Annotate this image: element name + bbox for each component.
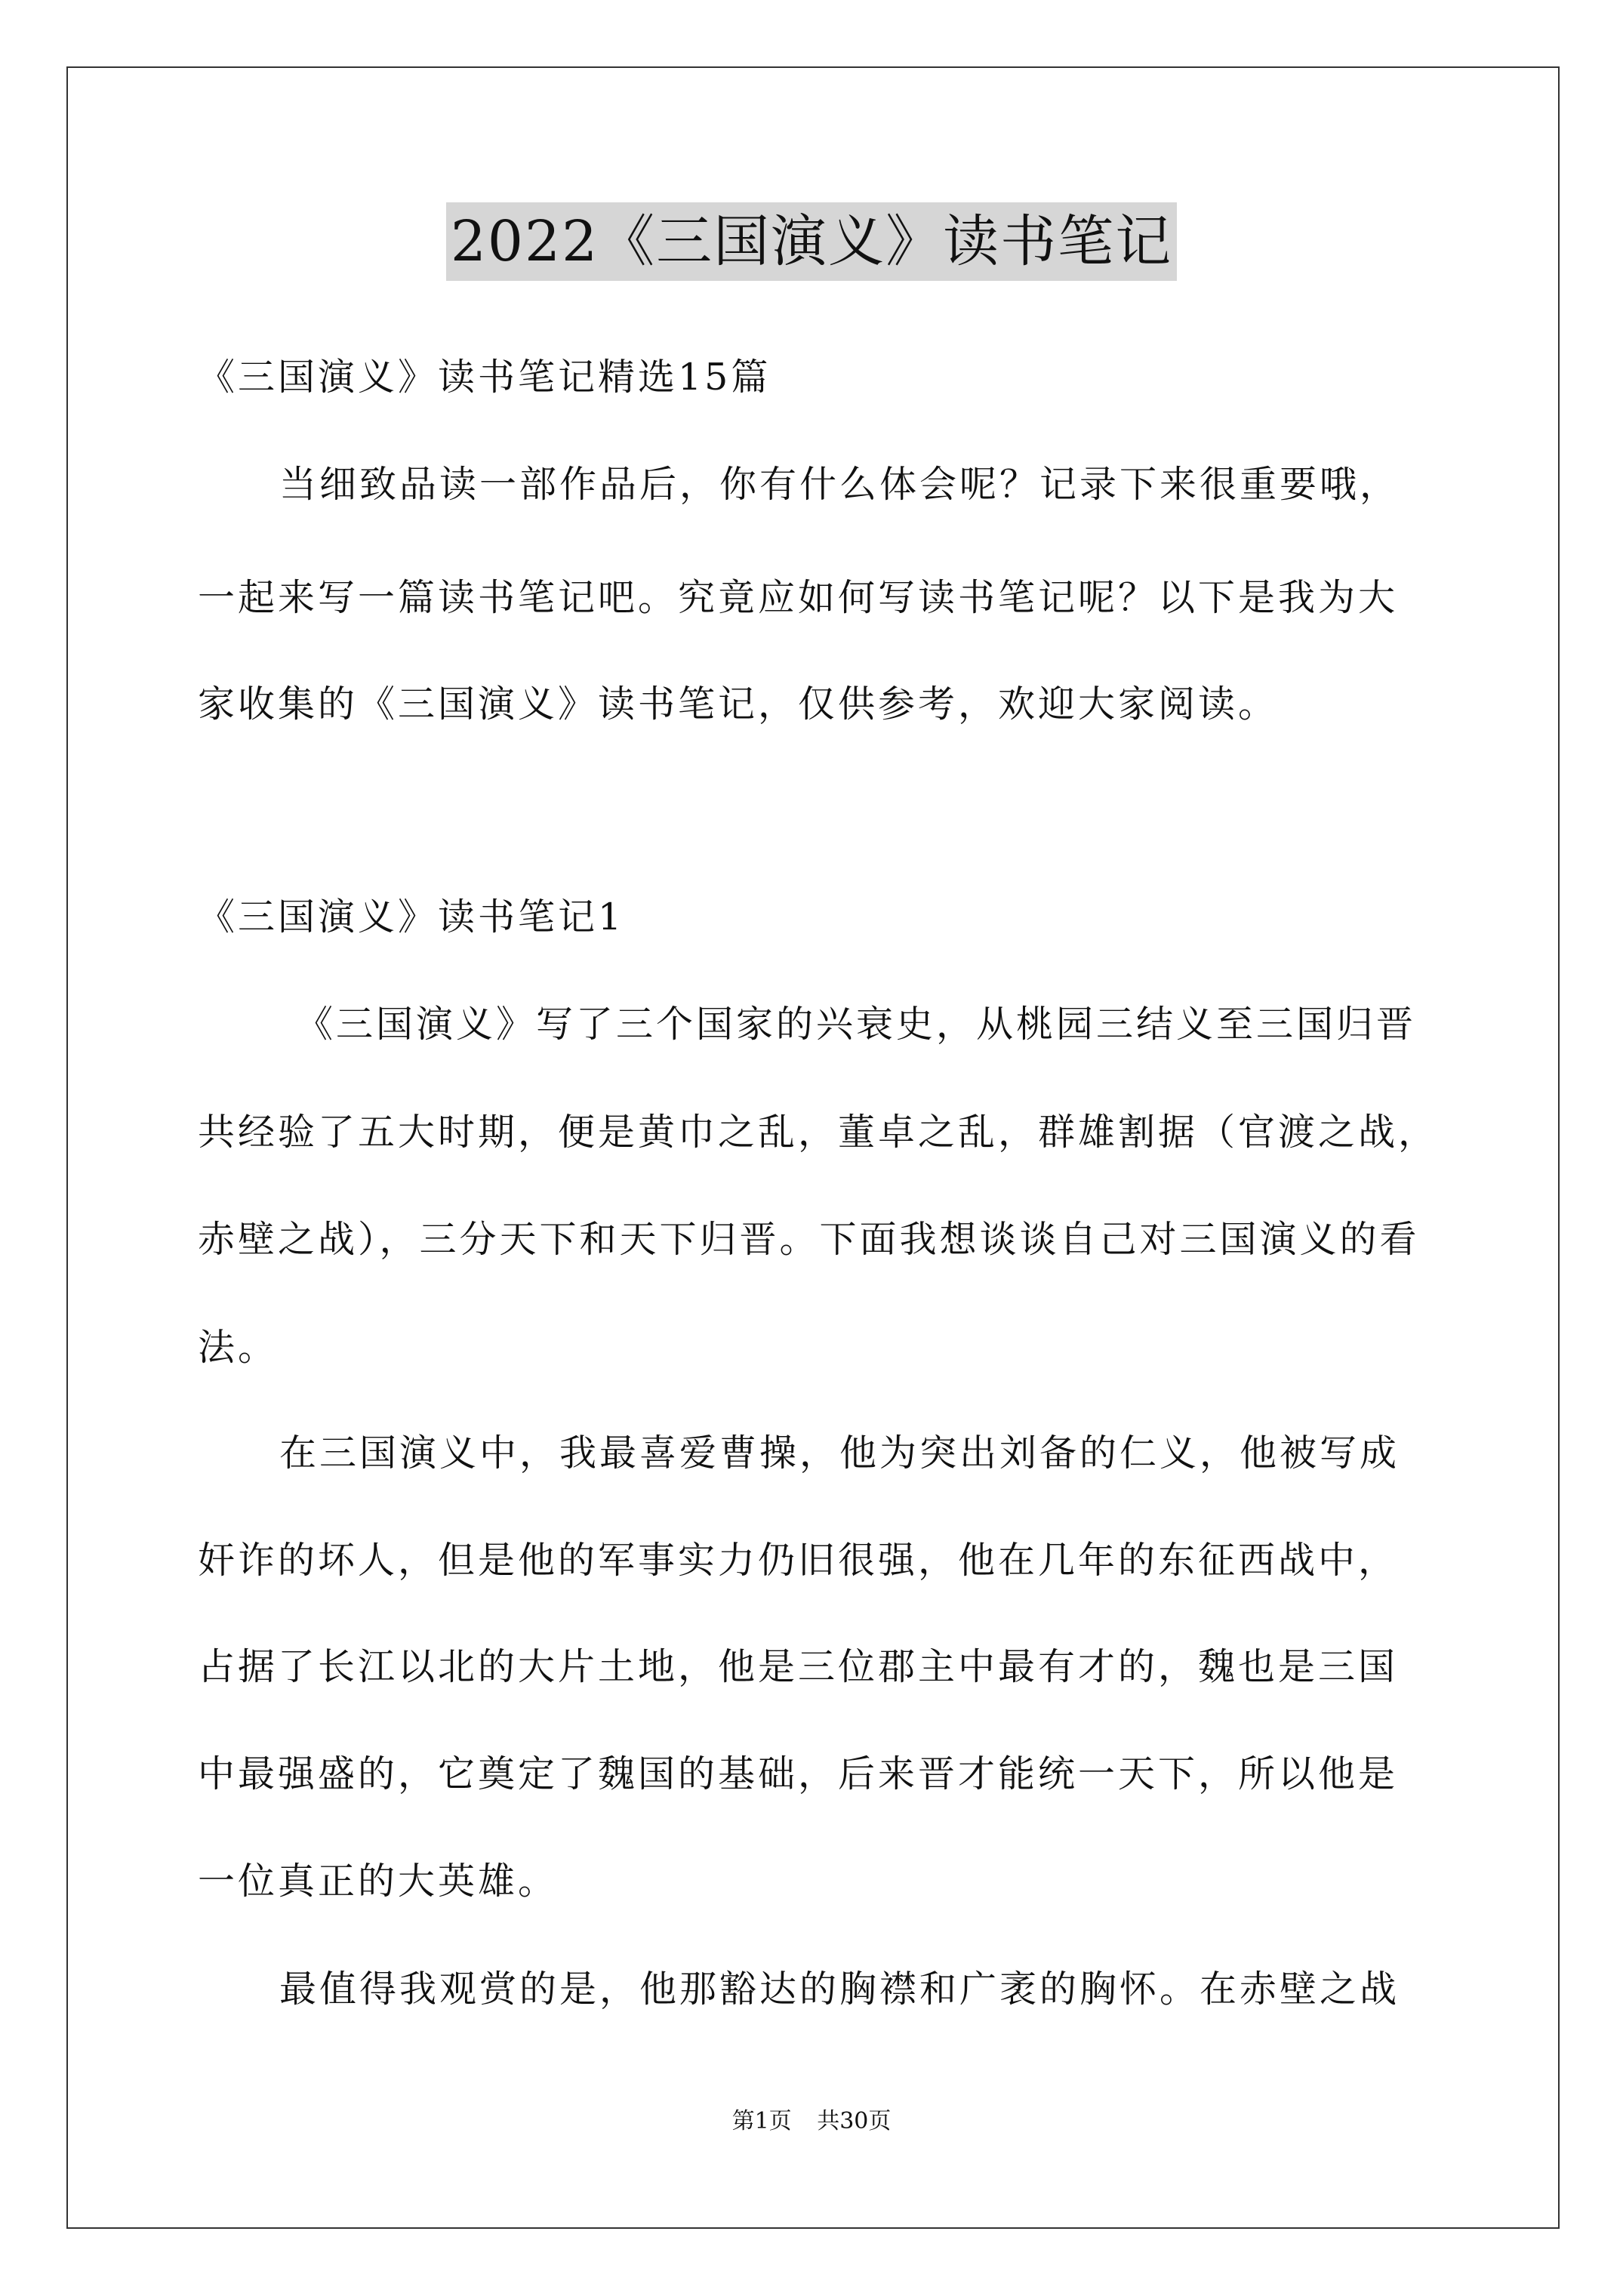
page-number: 第1页 — [731, 2108, 792, 2134]
paragraph-line: 奸诈的坏人，但是他的军事实力仍旧很强，他在几年的东征西战中， — [198, 1539, 1399, 1582]
paragraph-line: 最值得我观赏的是，他那豁达的胸襟和广袤的胸怀。在赤壁之战 — [279, 1968, 1400, 2011]
paragraph-line: 《三国演义》写了三个国家的兴衰史，从桃园三结义至三国归晋 — [296, 1003, 1417, 1046]
title-container — [0, 202, 1623, 281]
paragraph-line: 中最强盛的，它奠定了魏国的基础，后来晋才能统一天下，所以他是 — [198, 1752, 1399, 1795]
section-heading: 《三国演义》读书笔记1 — [198, 895, 625, 938]
paragraph-line: 赤壁之战），三分天下和天下归晋。下面我想谈谈自己对三国演义的看 — [198, 1218, 1420, 1261]
paragraph-line: 一位真正的大英雄。 — [198, 1860, 559, 1903]
subtitle: 《三国演义》读书笔记精选15篇 — [198, 356, 771, 399]
intro-line: 家收集的《三国演义》读书笔记，仅供参考，欢迎大家阅读。 — [198, 683, 1279, 726]
document-title: 2022《三国演义》读书笔记 — [446, 202, 1177, 281]
paragraph-line: 占据了长江以北的大片土地，他是三位郡主中最有才的，魏也是三国 — [198, 1645, 1399, 1688]
intro-line: 当细致品读一部作品后，你有什么体会呢？记录下来很重要哦， — [279, 463, 1400, 506]
intro-line: 一起来写一篇读书笔记吧。究竟应如何写读书笔记呢？以下是我为大 — [198, 576, 1399, 619]
paragraph-line: 法。 — [198, 1326, 279, 1369]
paragraph-line: 共经验了五大时期，便是黄巾之乱，董卓之乱，群雄割据（官渡之战， — [198, 1111, 1439, 1154]
page-footer — [0, 2106, 1623, 2137]
paragraph-line: 在三国演义中，我最喜爱曹操，他为突出刘备的仁义，他被写成 — [279, 1432, 1400, 1475]
page-total: 共30页 — [817, 2108, 892, 2134]
